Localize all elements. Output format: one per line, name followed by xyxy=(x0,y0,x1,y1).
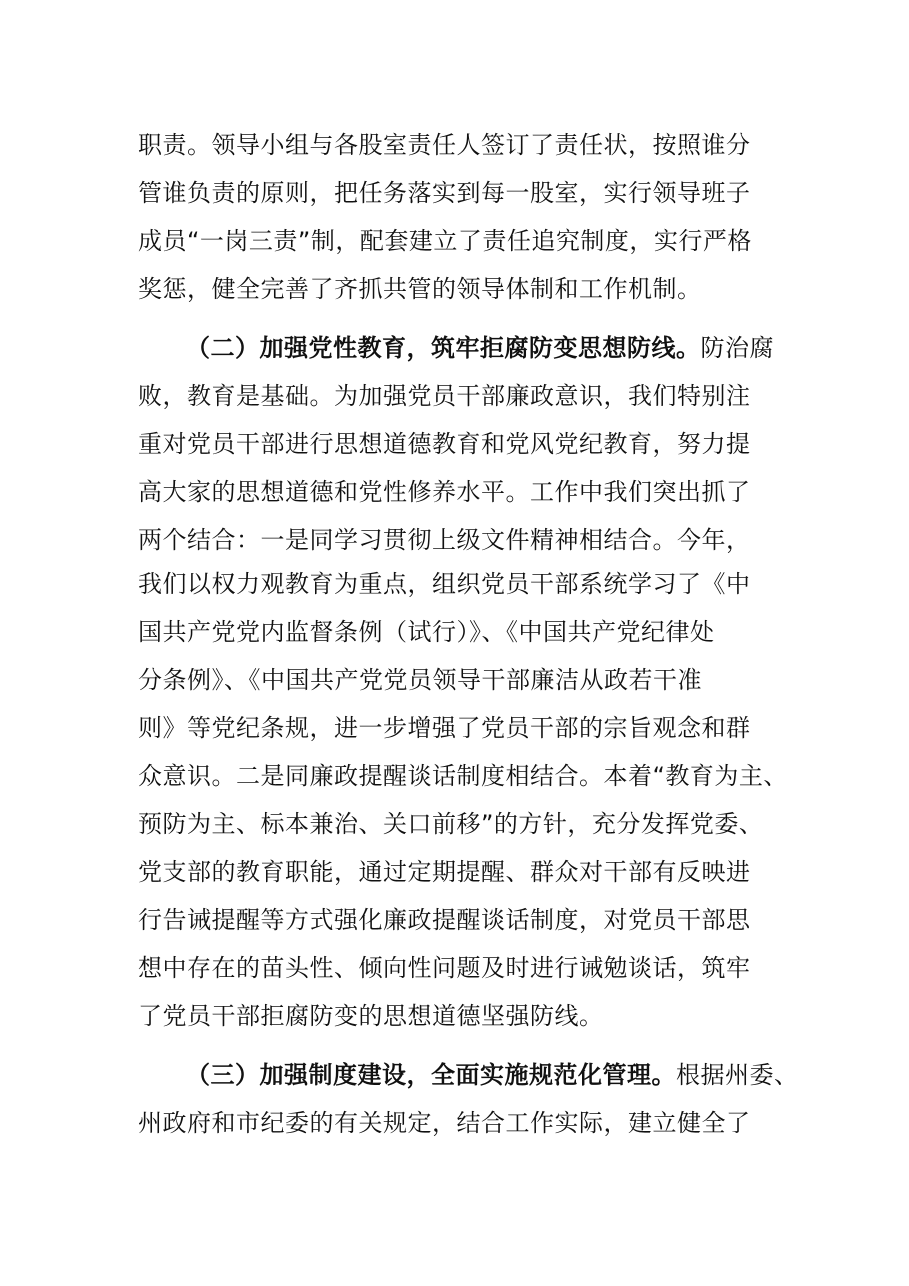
section-2-heading: （二）加强党性教育，筑牢拒腐防变思想防线。 xyxy=(186,334,701,362)
paragraph-line: 想中存在的苗头性、倾向性问题及时进行诫勉谈话，筑牢 xyxy=(138,954,751,982)
paragraph-line: 党支部的教育职能，通过定期提醒、群众对干部有反映进 xyxy=(138,858,751,886)
paragraph-line: 职责。领导小组与各股室责任人签订了责任状，按照谁分 xyxy=(138,131,751,159)
paragraph-line: 高大家的思想道德和党性修养水平。工作中我们突出抓了 xyxy=(138,478,751,506)
paragraph-line: 则》等党纪条规，进一步增强了党员干部的宗旨观念和群 xyxy=(138,714,751,742)
section-3-heading: （三）加强制度建设，全面实施规范化管理。 xyxy=(186,1061,676,1089)
section-2-first-line xyxy=(186,331,798,365)
paragraph-line: 我们以权力观教育为重点，组织党员干部系统学习了《中 xyxy=(138,570,751,598)
paragraph-line: 预防为主、标本兼治、关口前移”的方针，充分发挥党委、 xyxy=(138,810,764,838)
section-2-first-line-text: 防治腐 xyxy=(700,334,774,362)
paragraph-line: 管谁负责的原则，把任务落实到每一股室，实行领导班子 xyxy=(138,179,751,207)
section-3-first-line-text: 根据州委、 xyxy=(676,1061,798,1089)
section-3-first-line xyxy=(186,1058,798,1092)
paragraph-line: 分条例》、《中国共产党党员领导干部廉洁从政若干准 xyxy=(138,666,702,694)
paragraph-line: 败，教育是基础。为加强党员干部廉政意识，我们特别注 xyxy=(138,382,751,410)
paragraph-line: 众意识。二是同廉政提醒谈话制度相结合。本着“教育为主、 xyxy=(138,762,788,790)
paragraph-line: 两个结合：一是同学习贯彻上级文件精神相结合。今年， xyxy=(138,526,751,554)
paragraph-line: 州政府和市纪委的有关规定，结合工作实际，建立健全了 xyxy=(138,1109,751,1137)
paragraph-line: 行告诫提醒等方式强化廉政提醒谈话制度，对党员干部思 xyxy=(138,906,751,934)
paragraph-line: 成员“一岗三责”制，配套建立了责任追究制度，实行严格 xyxy=(138,227,752,255)
paragraph-line: 奖惩，健全完善了齐抓共管的领导体制和工作机制。 xyxy=(138,275,702,303)
paragraph-line: 了党员干部拒腐防变的思想道德坚强防线。 xyxy=(138,1002,604,1030)
paragraph-line: 重对党员干部进行思想道德教育和党风党纪教育，努力提 xyxy=(138,430,751,458)
paragraph-line: 国共产党党内监督条例（试行）》、《中国共产党纪律处 xyxy=(138,618,715,646)
